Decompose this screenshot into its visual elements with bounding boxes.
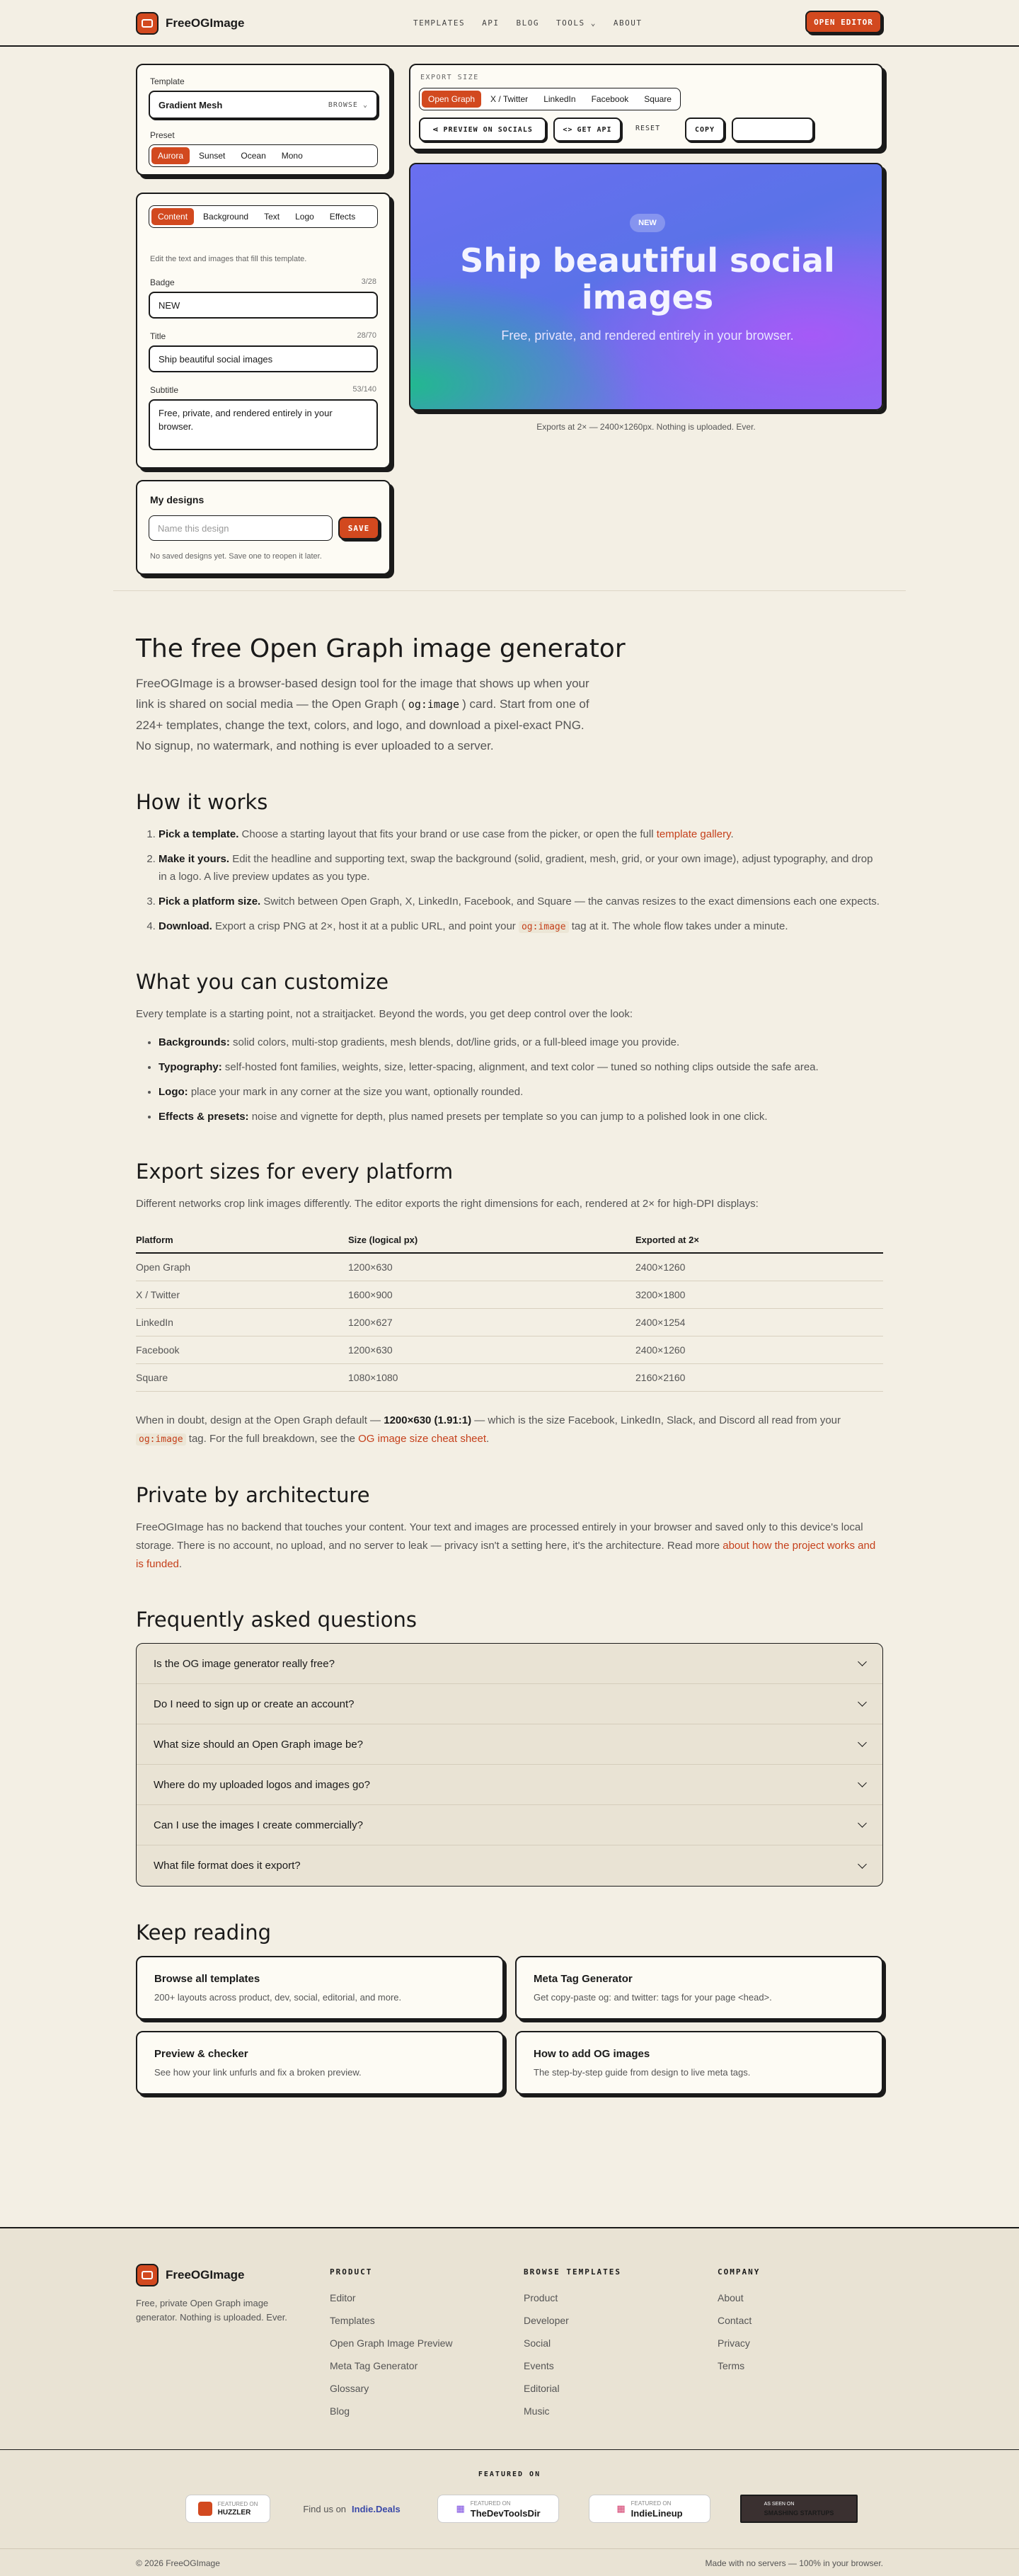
table-cell: Facebook [136,1336,348,1364]
smash-small: AS SEEN ON [764,2502,795,2507]
card-desc: 200+ layouts across product, dev, social, editorial, and more. [154,1992,402,2003]
chevron-down-icon [858,1657,867,1666]
template-gallery-link[interactable]: template gallery [656,828,731,840]
table-cell: 1080×1080 [348,1364,635,1392]
footer-link[interactable]: Blog [330,2405,350,2417]
copyright: © 2026 FreeOGImage [136,2558,220,2568]
indie-text [631,2499,683,2519]
footer-brand-name: FreeOGImage [166,2268,245,2282]
browse-templates-button[interactable] [328,101,368,109]
get-api-button[interactable] [553,118,621,142]
customize-heading: What you can customize [136,970,389,994]
table-cell: Open Graph [136,1253,348,1281]
footer-col-heading: BROWSE TEMPLATES [524,2267,621,2277]
footer-link[interactable]: Editor [330,2292,356,2303]
my-designs-title: My designs [150,494,205,505]
item-title: Effects & presets: [159,1111,249,1123]
logo-icon [136,2264,159,2286]
private-end: . [178,1558,183,1570]
customize-list [136,1034,883,1126]
list-item [159,1108,883,1126]
intro-heading: The free Open Graph image generator [136,634,626,663]
faq-item[interactable] [137,1845,882,1886]
title-label: Title [150,331,166,341]
brand-logo[interactable] [136,12,245,35]
faq-item[interactable] [137,1805,882,1845]
footer-link[interactable]: Terms [718,2360,745,2371]
nav-templates[interactable]: TEMPLATES [413,18,466,28]
size-square[interactable]: Square [644,94,672,104]
table-cell: X / Twitter [136,1281,348,1309]
faq-question: What size should an Open Graph image be? [154,1738,364,1751]
code-icon: <> [563,125,573,134]
content-panel [136,193,391,469]
smash-name: SMASHING STARTUPS [764,2509,834,2517]
title-input[interactable]: Ship beautiful social images [149,345,378,372]
made-with-note: Made with no servers — 100% in your browser. [705,2558,883,2568]
sizes-table [136,1227,883,1392]
chevron-down-icon [858,1778,867,1787]
item-text: noise and vignette for depth, plus named presets per template so you can jump to a polished look in one click. [248,1111,768,1123]
item-text: self-hosted font families, weights, size, letter-spacing, alignment, and text color — tuned so nothing clips outside the safe area. [221,1061,819,1073]
table-row [136,1336,883,1364]
intro-text-2: ) card. Start from one of 224+ templates, change the text, colors, and logo, and download a pixel-exact PNG. No signup, no watermark, and nothing is ever uploaded to a server. [136,697,589,752]
export-size-label: EXPORT SIZE [420,74,479,81]
badge-label: Badge [150,277,175,287]
size-x-twitter[interactable]: X / Twitter [490,94,529,104]
card-title: How to add OG images [534,2048,650,2060]
tab-logo[interactable]: Logo [295,212,314,222]
note-code: og:image [136,1433,186,1446]
preview-subtitle: Free, private, and rendered entirely in your browser. [501,328,794,343]
intro-code: og:image [408,698,460,711]
step-text: Export a crisp PNG at 2×, host it at a public URL, and point your [212,920,519,932]
nav-api[interactable]: API [482,18,500,28]
private-heading: Private by architecture [136,1483,370,1507]
card-preview-checker[interactable] [136,2031,504,2095]
chevron-down-icon [858,1819,867,1828]
how-steps [136,825,883,936]
list-item [159,1058,883,1076]
how-heading: How it works [136,790,268,814]
design-name-input[interactable]: Name this design [149,515,333,541]
step-title: Pick a template. [159,828,239,840]
huzzler-icon [198,2502,212,2516]
devtools-small: FEATURED ON [470,2500,511,2507]
article-content [136,634,883,2095]
keep-reading-cards [136,1956,883,2095]
footer-bottom-bar [0,2548,1019,2576]
og-preview-canvas [409,163,883,411]
faq-question: Where do my uploaded logos and images go? [154,1778,371,1791]
top-navbar [0,0,1019,47]
table-row [136,1281,883,1309]
step-text: Switch between Open Graph, X, LinkedIn, Facebook, and Square — the canvas resizes to the exact dimensions each one expects. [260,895,880,908]
card-title: Browse all templates [154,1973,260,1985]
item-text: solid colors, multi-stop gradients, mesh blends, dot/line grids, or a full-bleed image you provide. [229,1036,680,1048]
badge-input[interactable]: NEW [149,292,378,319]
col-size: Size (logical px) [348,1227,635,1253]
chevron-down-icon [858,1860,867,1869]
nav-tools-label: TOOLS [555,18,585,28]
list-item [159,917,883,936]
brand-name: FreeOGImage [166,16,245,30]
footer-link[interactable]: Open Graph Image Preview [330,2337,453,2349]
footer-link[interactable]: Product [524,2292,558,2303]
sizes-note [136,1412,883,1449]
tab-content[interactable]: Content [151,208,194,225]
footer-link[interactable]: Editorial [524,2383,560,2394]
table-cell: 1200×627 [348,1309,635,1336]
step-title: Make it yours. [159,853,230,865]
table-cell: 2400×1254 [635,1309,883,1336]
footer-link[interactable]: About [718,2292,744,2303]
browse-label: BROWSE [328,101,358,109]
step-end: tag at it. The whole flow takes under a minute. [568,920,788,932]
faq-question: What file format does it export? [154,1860,301,1872]
list-item [159,1083,883,1101]
table-cell: LinkedIn [136,1309,348,1336]
section-divider [113,590,906,591]
logo-icon [136,12,159,35]
subtitle-label: Subtitle [150,385,179,395]
list-item [159,850,883,886]
preview-socials-button[interactable] [419,118,546,142]
note-text: . [486,1433,490,1445]
indie-small: FEATURED ON [631,2500,672,2507]
size-open-graph[interactable]: Open Graph [422,91,481,108]
chevron-down-icon [858,1698,867,1707]
note-bold: 1200×630 (1.91:1) [384,1414,472,1426]
grid-icon: ▦ [616,2503,626,2514]
table-cell: 1600×900 [348,1281,635,1309]
table-row [136,1309,883,1336]
faq-question: Is the OG image generator really free? [154,1657,335,1670]
main-nav [413,18,642,28]
footer-tagline: Free, private Open Graph image generator. Nothing is uploaded. Ever. [136,2298,287,2323]
card-desc: Get copy-paste og: and twitter: tags for your page <head>. [534,1992,772,2003]
table-cell: 3200×1800 [635,1281,883,1309]
tab-effects[interactable]: Effects [329,212,356,222]
huzzler-text [218,2500,258,2517]
template-label: Template [150,76,185,86]
smash-text [764,2500,834,2517]
table-cell: Square [136,1364,348,1392]
card-title: Preview & checker [154,2048,248,2060]
huzzler-badge[interactable] [185,2495,270,2523]
table-row [136,1364,883,1392]
footer-col-browse [524,2265,621,2422]
footer-col-company [718,2265,760,2377]
preview-badge: NEW [630,214,665,232]
faq-item[interactable] [137,1724,882,1765]
tab-background[interactable]: Background [203,212,249,222]
open-editor-button[interactable]: OPEN EDITOR [805,11,882,33]
card-desc: The step-by-step guide from design to live meta tags. [534,2067,751,2078]
sizes-intro: Different networks crop link images differently. The editor exports the right dimensions for each, rendered at 2× for high-DPI displays: [136,1198,759,1210]
site-footer [0,2227,1019,2548]
nav-blog[interactable]: BLOG [516,18,539,28]
about-project-link[interactable]: about how the project works and is funded [136,1540,876,1570]
footer-link[interactable]: Music [524,2405,550,2417]
preview-title: Ship beautiful social images [460,241,835,316]
preset-sunset[interactable]: Sunset [199,151,226,161]
faq-question: Can I use the images I create commercially? [154,1819,363,1831]
badge-counter: 3/28 [361,277,376,286]
editor-tabs [149,205,378,228]
cheat-sheet-link[interactable]: OG image size cheat sheet [358,1433,487,1445]
table-cell: 2400×1260 [635,1336,883,1364]
tab-hint: Edit the text and images that fill this template. [150,255,307,263]
share-icon: ⋖ [432,125,439,134]
featured-on-label: FEATURED ON [478,2471,541,2478]
save-design-button[interactable]: SAVE [338,517,379,539]
find-us-text: Find us on [303,2503,347,2514]
indie-lineup-badge[interactable] [589,2495,710,2523]
table-cell: 2400×1260 [635,1253,883,1281]
private-text: FreeOGImage has no backend that touches your content. Your text and images are processed entirely in your browser and saved only to this device's local storage. There is no account, no upload, and no server to leak — privacy isn't a setting here, it's the architecture. Read more [136,1521,863,1552]
designs-empty-state: No saved designs yet. Save one to reopen it later. [150,552,322,561]
step-text: Edit the headline and supporting text, swap the background (solid, gradient, mesh, grid, or your own image), adjust typography, and drop in a logo. A live preview updates as you type. [159,853,873,883]
reset-button[interactable]: RESET [635,125,661,132]
note-text: When in doubt, design at the Open Graph default — [136,1414,384,1426]
footer-link[interactable]: Social [524,2337,551,2349]
footer-logo[interactable] [136,2264,245,2286]
footer-col-heading: COMPANY [718,2267,761,2277]
step-text: Choose a starting layout that fits your brand or use case from the picker, or open the full [238,828,657,840]
step-title: Pick a platform size. [159,895,261,908]
nav-tools[interactable] [556,18,597,28]
tab-text[interactable]: Text [264,212,280,222]
list-item [159,1034,883,1051]
subtitle-counter: 53/140 [352,385,376,394]
export-panel [409,64,883,150]
faq-heading: Frequently asked questions [136,1608,418,1632]
title-counter: 28/70 [357,331,376,340]
indie-name: IndieLineup [631,2508,683,2519]
indie-deals-link: Indie.Deals [352,2503,401,2514]
size-selector [419,88,681,110]
item-title: Typography: [159,1061,222,1073]
customize-intro: Every template is a starting point, not a straitjacket. Beyond the words, you get deep control over the look: [136,1008,633,1020]
faq-item[interactable] [137,1684,882,1724]
footer-divider [0,2449,1019,2450]
preview-socials-label: PREVIEW ON SOCIALS [443,125,533,134]
col-exported: Exported at 2× [635,1227,883,1253]
faq-item[interactable] [137,1644,882,1684]
smashing-startups-badge[interactable] [740,2495,858,2523]
card-how-to-add[interactable] [515,2031,883,2095]
devtools-name: TheDevToolsDir [470,2508,541,2519]
download-png-button[interactable]: DOWNLOAD PNG [732,118,814,142]
card-title: Meta Tag Generator [534,1973,633,1985]
devtools-text [471,2499,541,2519]
footer-col-heading: PRODUCT [330,2267,373,2277]
footer-link[interactable]: Developer [524,2315,569,2326]
table-cell: 1200×630 [348,1253,635,1281]
faq-item[interactable] [137,1765,882,1805]
step-title: Download. [159,920,212,932]
table-cell: 2160×2160 [635,1364,883,1392]
footer-link[interactable]: Meta Tag Generator [330,2360,418,2371]
size-facebook[interactable]: Facebook [591,94,629,104]
card-browse-templates[interactable] [136,1956,504,2020]
table-header-row [136,1227,883,1253]
preset-label: Preset [150,130,175,140]
faq-question: Do I need to sign up or create an account? [154,1698,355,1710]
table-cell: 1200×630 [348,1336,635,1364]
my-designs-panel [136,480,391,575]
step-code: og:image [519,921,569,933]
footer-link[interactable]: Contact [718,2315,752,2326]
card-meta-tag-generator[interactable] [515,1956,883,2020]
intro-paragraph [136,673,603,756]
list-item [159,893,883,910]
size-linkedin[interactable]: LinkedIn [543,94,576,104]
indie-deals-badge[interactable] [292,2495,412,2523]
preset-ocean[interactable]: Ocean [241,151,266,161]
intro-text-1: FreeOGImage is a browser-based design tool for the image that shows up when your link is shared on social media — the Open Graph ( [136,677,589,711]
step-end: . [730,828,734,840]
private-paragraph [136,1518,883,1574]
faq-accordion [136,1643,883,1887]
footer-col-product [330,2265,453,2422]
nav-about[interactable]: ABOUT [613,18,643,28]
card-desc: See how your link unfurls and fix a broken preview. [154,2067,362,2078]
item-text: place your mark in any corner at the size you want, optionally rounded. [188,1086,524,1098]
footer-link[interactable]: Privacy [718,2337,750,2349]
note-text: — which is the size Facebook, LinkedIn, Slack, and Discord all read from your [471,1414,841,1426]
item-title: Backgrounds: [159,1036,230,1048]
copy-button[interactable]: COPY [685,118,725,142]
template-value: Gradient Mesh [159,99,223,110]
footer-link[interactable]: Events [524,2360,554,2371]
get-api-label: GET API [577,125,612,134]
preset-mono[interactable]: Mono [281,151,303,161]
subtitle-textarea[interactable]: Free, private, and rendered entirely in your browser. [149,399,378,450]
huzzler-small: FEATURED ON [217,2501,258,2507]
footer-link[interactable]: Glossary [330,2383,369,2394]
grid-icon: ▦ [456,2503,465,2514]
note-text: tag. For the full breakdown, see the [185,1433,359,1445]
chevron-down-icon: ⌄ [362,101,368,109]
huzzler-name: HUZZLER [217,2509,251,2517]
list-item [159,825,883,843]
template-panel [136,64,391,176]
table-row [136,1253,883,1281]
chevron-down-icon: ⌄ [590,18,597,28]
footer-link[interactable]: Templates [330,2315,375,2326]
export-note: Exports at 2× — 2400×1260px. Nothing is uploaded. Ever. [536,422,756,432]
sizes-heading: Export sizes for every platform [136,1160,454,1184]
template-select[interactable] [149,91,378,119]
keep-reading-heading: Keep reading [136,1920,272,1945]
preset-selector [149,144,378,167]
item-title: Logo: [159,1086,188,1098]
chevron-down-icon [858,1738,867,1747]
devtools-dir-badge[interactable] [437,2495,559,2523]
col-platform: Platform [136,1227,348,1253]
preset-aurora[interactable]: Aurora [151,147,190,164]
featured-badges [0,2495,1019,2526]
